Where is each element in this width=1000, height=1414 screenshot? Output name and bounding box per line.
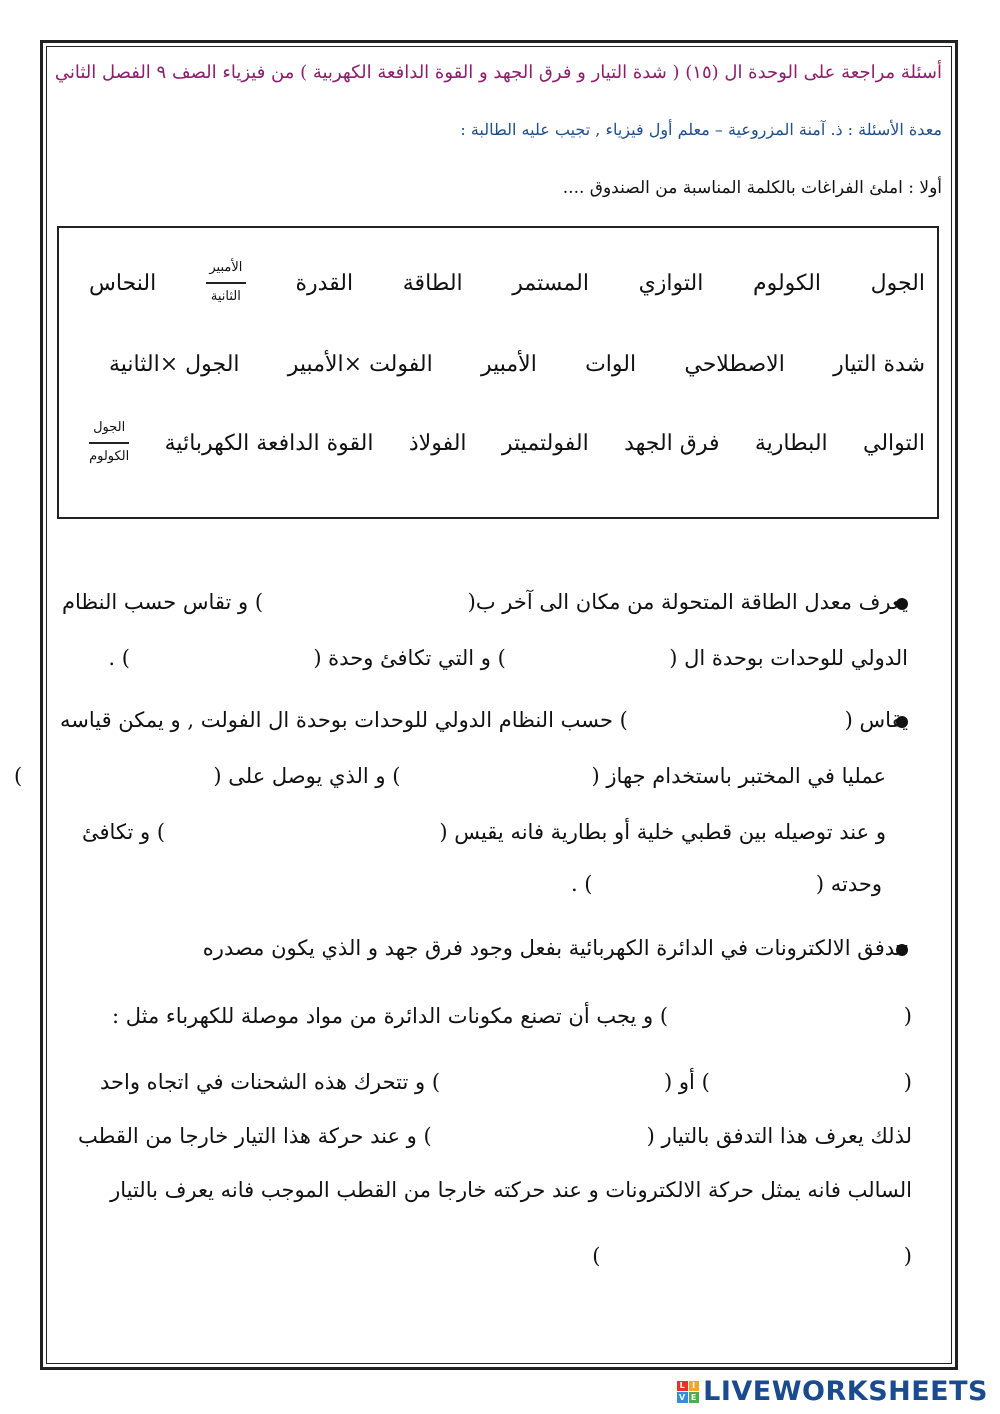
word-bank-item: المستمر <box>512 270 589 296</box>
word-bank-item: الأمبير <box>480 351 537 377</box>
word-bank-fraction-joule-per-coulomb: $\frac{\text{الجول}}{\text{الكولوم}}$ <box>89 420 130 464</box>
question-2-line-4: وحدته ( ) . <box>570 872 882 896</box>
liveworksheets-logo-icon: L I V E <box>677 1381 699 1403</box>
answer-blank-5[interactable] <box>451 764 541 788</box>
answer-blank-12[interactable] <box>467 1124 612 1148</box>
word-bank-item: القدرة <box>295 270 354 296</box>
question-3-line-4: لذلك يعرف هذا التدفق بالتيار ( ) و عند حركة هذا التيار خارجا من القطب <box>78 1124 912 1148</box>
question-3-line-3: ( ) أو ( ) و تتحرك هذه الشحنات في اتجاه واحد <box>100 1070 912 1094</box>
question-3-line-1: تتدفق الالكترونات في الدائرة الكهربائية بفعل وجود فرق جهد و الذي يكون مصدره <box>202 936 908 960</box>
answer-blank-10[interactable] <box>742 1070 872 1094</box>
word-bank-box <box>57 226 939 519</box>
section-instruction: أولا : املئ الفراغات بالكلمة المناسبة من الصندوق .... <box>562 178 942 198</box>
word-bank-item: الجول <box>870 270 925 296</box>
question-3-line-5: السالب فانه يمثل حركة الالكترونات و عند حركته خارجا من القطب الموجب فانه يعرف بالتيار <box>110 1178 912 1202</box>
word-bank-row-3 <box>89 410 925 476</box>
word-bank-item: الكولوم <box>752 270 821 296</box>
question-1-line-2: الدولي للوحدات بوحدة ال ( ) و التي تكافئ وحدة ( ) . <box>108 646 908 670</box>
question-3-line-6: ( ) <box>592 1244 912 1268</box>
word-bank-row-1 <box>89 254 925 312</box>
answer-blank-6[interactable] <box>73 764 163 788</box>
answer-blank-1[interactable] <box>305 590 425 614</box>
question-2-line-2: عمليا في المختبر باستخدام جهاز ( ) و الذي يوصل على ( ) <box>14 764 886 788</box>
liveworksheets-brand: LIVEWORKSHEETS <box>703 1376 988 1407</box>
word-bank-item: الاصطلاحي <box>684 351 785 377</box>
word-bank-item: شدة التيار <box>833 351 925 377</box>
word-bank-item: التوالي <box>863 430 925 456</box>
answer-blank-7[interactable] <box>227 820 377 844</box>
question-3-line-2: ( ) و يجب أن تصنع مكونات الدائرة من مواد موصلة للكهرباء مثل : <box>112 1004 912 1028</box>
word-bank-item: الفولت ×الأمبير <box>287 351 433 377</box>
word-bank-item: التوازي <box>638 270 704 296</box>
word-bank-item: فرق الجهد <box>624 430 720 456</box>
worksheet-title: أسئلة مراجعة على الوحدة ال (١٥) ( شدة التيار و فرق الجهد و القوة الدافعة الكهربية ) من فيزياء الصف ٩ الفصل الثاني <box>54 62 942 83</box>
word-bank-item: الوات <box>585 351 637 377</box>
liveworksheets-footer <box>677 1376 988 1407</box>
word-bank-item: الفولتميتر <box>501 430 589 456</box>
word-bank-row-2 <box>89 342 925 386</box>
word-bank-item: القوة الدافعة الكهربائية <box>164 430 374 456</box>
word-bank-item: البطارية <box>754 430 828 456</box>
word-bank-item: الفولاذ <box>408 430 467 456</box>
word-bank-fraction-ampere-per-second: $\frac{\text{الأمبير}}{\text{الثانية}}$ <box>206 260 246 306</box>
answer-blank-9[interactable] <box>696 1004 876 1028</box>
answer-blank-11[interactable] <box>472 1070 632 1094</box>
question-2-line-1: يقاس ( ) حسب النظام الدولي للوحدات بوحدة ال الفولت , و يمكن قياسه <box>60 708 908 732</box>
worksheet-author: معدة الأسئلة : ذ. آمنة المزروعية – معلم أول فيزياء , تجيب عليه الطالبة : <box>460 120 942 139</box>
word-bank-item: الجول ×الثانية <box>109 351 240 377</box>
word-bank-item: الطاقة <box>402 270 463 296</box>
question-2-line-3: و عند توصيله بين قطبي خلية أو بطارية فانه يقيس ( ) و تكافئ <box>82 820 886 844</box>
question-1-line-1: يعرف معدل الطاقة المتحولة من مكان الى آخر ب( ) و تقاس حسب النظام <box>62 590 908 614</box>
word-bank-item: النحاس <box>89 270 157 296</box>
